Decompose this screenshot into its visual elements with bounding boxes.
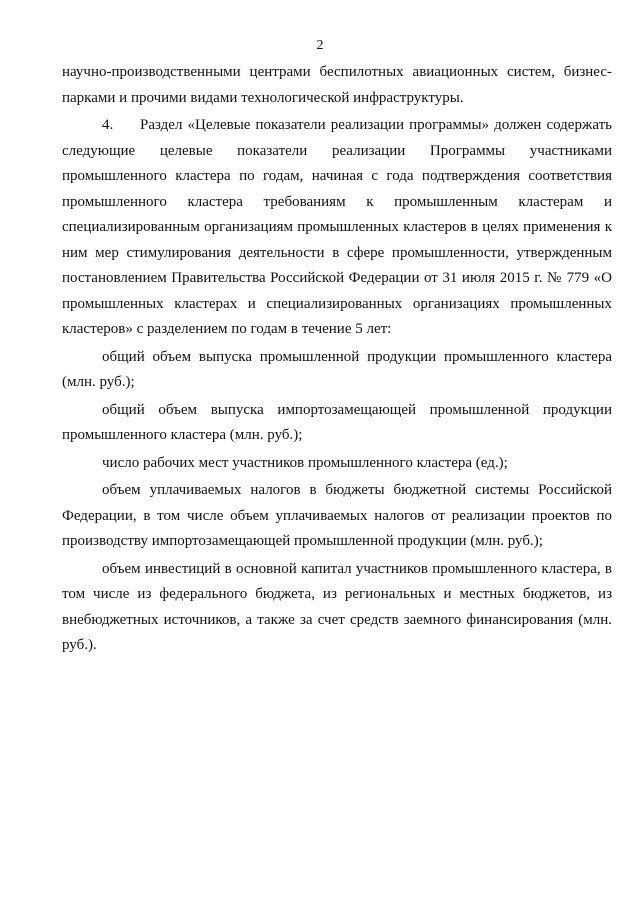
indicator-taxes: объем уплачиваемых налогов в бюджеты бюджетной системы Российской Федерации, в том числе объем уплачиваемых налогов от реализации проектов по производству импортозамещающей промышленной продукции (млн. руб.); (62, 482, 612, 549)
section-number: 4. (102, 117, 114, 133)
indicator-jobs: число рабочих мест участников промышленного кластера (ед.); (102, 454, 508, 471)
indicator-total-output: общий объем выпуска промышленной продукции промышленного кластера (млн. руб.); (62, 348, 612, 390)
indicator-investments: объем инвестиций в основной капитал участников промышленного кластера, в том числе из федерального бюджета, из региональных и местных бюджетов, из внебюджетных источников, а также за счет средств заемного финансирования (млн. руб.). (62, 560, 612, 653)
paragraph-section-4 (62, 113, 612, 343)
paragraph-continuation: научно-производственными центрами беспилотных авиационных систем, бизнес-парками и прочими видами технологической инфраструктуры. (62, 64, 612, 106)
page-number: 2 (316, 38, 324, 53)
section-4-text: Раздел «Целевые показатели реализации программы» должен содержать следующие целевые показатели реализации Программы участниками промышленного кластера по годам, начиная с года подтверждения соответствия промышленного кластера требованиям к промышленным кластерам и специализированным организациям промышленных кластеров в целях применения к ним мер стимулирования деятельности в сфере промышленности, утвержденным постановлением Правительства Российской Федерации от 31 июля 2015 г. № 779 «О промышленных кластерах и специализированных организациях промышленных кластеров» с разделением по годам в течение 5 лет: (62, 117, 612, 337)
indicator-import-substitution-output: общий объем выпуска импортозамещающей промышленной продукции промышленного кластера (млн. руб.); (62, 401, 612, 443)
document-body (62, 60, 612, 661)
